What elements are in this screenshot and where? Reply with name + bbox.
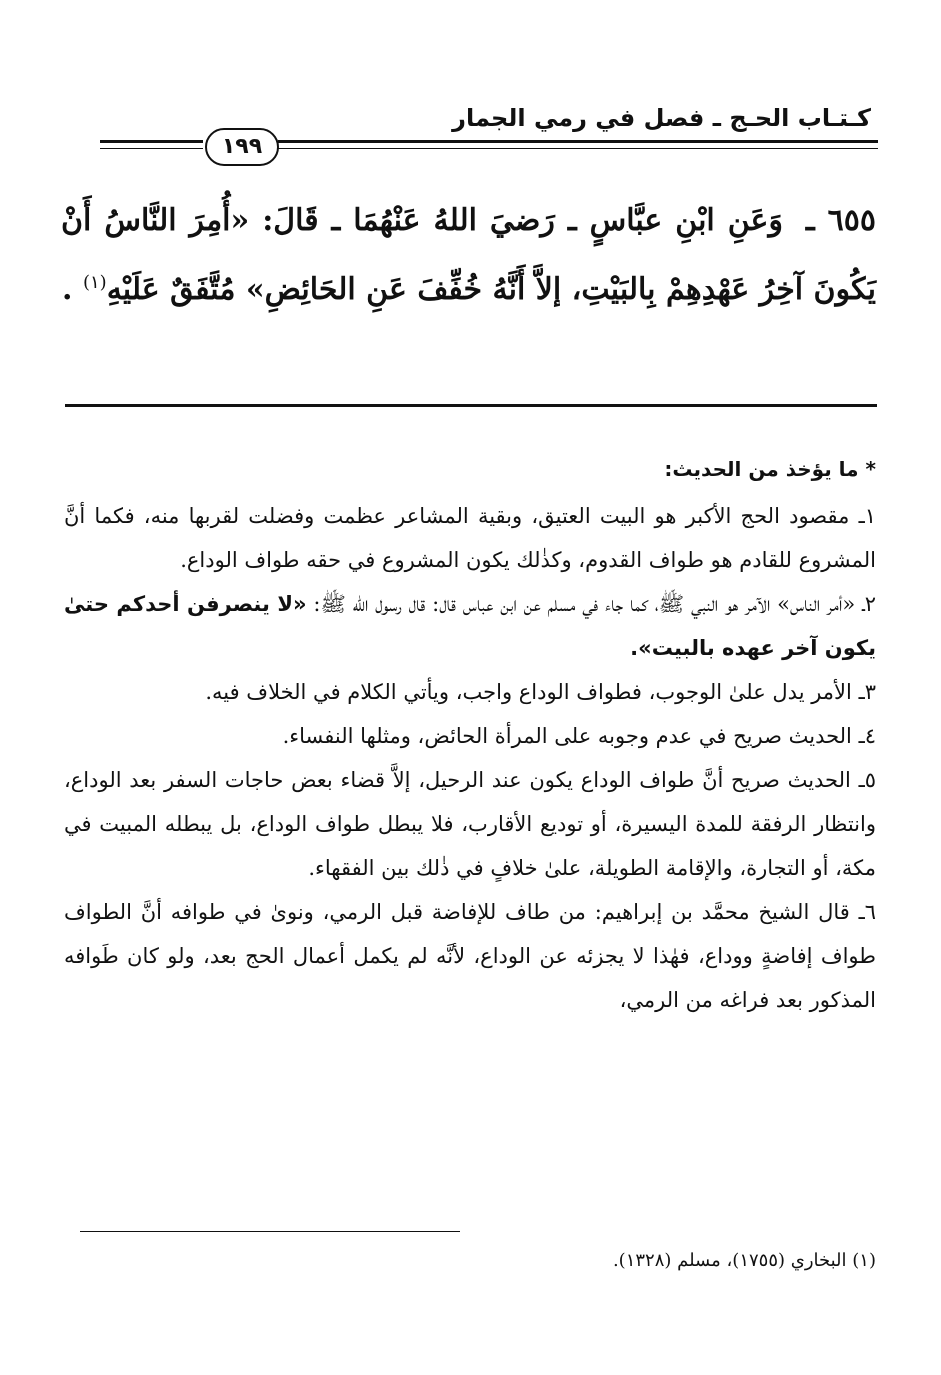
lesson-item	[64, 494, 876, 582]
footnote-divider	[80, 1231, 460, 1232]
lesson-item	[64, 714, 876, 758]
header-rule-right-bottom	[278, 148, 878, 149]
lesson-number: ٣ـ	[858, 680, 876, 704]
header-rule-left-top	[100, 140, 203, 143]
hadith-text	[61, 190, 876, 321]
hadith-end-mark: .	[62, 272, 73, 307]
lesson-item	[64, 758, 876, 890]
header-rule-left-bottom	[100, 148, 203, 149]
footnote-marker: (١)	[852, 1250, 876, 1271]
running-header-title: كـتـاب الحـج ـ فصل في رمي الجمار	[452, 104, 871, 132]
hadith-body: وَعَنِ ابْنِ عبَّاسٍ ـ رَضيَ اللهُ عَنْهُمَا ـ قَالَ: «أُمِرَ النَّاسُ أَنْ يَكُونَ آخِرُ عَهْدِهِمْ بِالبَيْتِ، إلاَّ أَنَّهُ خُفِّفَ عَنِ الحَائِضِ» مُتَّفَقٌ عَلَيْهِ	[61, 203, 876, 307]
lesson-text: مقصود الحج الأكبر هو البيت العتيق، وبقية المشاعر عظمت وفضلت لقربها منه، فكما أنَّ المشروع للقادم هو طواف القدوم، وكذٰلك يكون المشروع في حقه طواف الوداع.	[64, 504, 876, 572]
lesson-item	[64, 582, 876, 670]
footnote-text: البخاري (١٧٥٥)، مسلم (١٣٢٨).	[612, 1250, 847, 1271]
footnote	[64, 1246, 876, 1276]
lessons-list	[64, 494, 876, 1022]
lesson-item	[64, 890, 876, 1022]
lesson-text: الأمر يدل علىٰ الوجوب، فطواف الوداع واجب، ويأتي الكلام في الخلاف فيه.	[205, 680, 852, 704]
lesson-number: ٢ـ	[862, 592, 876, 616]
lesson-quote: «لا ينصرفن أحدكم حتىٰ يكون آخر عهده بالبيت».	[64, 592, 876, 660]
lesson-text: الحديث صريح في عدم وجوبه على المرأة الحائض، ومثلها النفساء.	[282, 724, 852, 748]
footnote-reference: (١)	[82, 272, 107, 293]
hadith-number: ٦٥٥ ـ	[805, 203, 876, 238]
lesson-item	[64, 670, 876, 714]
section-divider	[65, 404, 877, 407]
lesson-text: الحديث صريح أنَّ طواف الوداع يكون عند الرحيل، إلاَّ قضاء بعض حاجات السفر بعد الوداع، وانتظار الرفقة للمدة اليسيرة، أو توديع الأقارب، فلا يبطل طواف الوداع، بل يبطله المبيت في مكة، أو التجارة، والإقامة الطويلة، علىٰ خلافٍ في ذٰلك بين الفقهاء.	[64, 768, 876, 880]
lesson-text: قال الشيخ محمَّد بن إبراهيم: من طاف للإفاضة قبل الرمي، ونوىٰ في طوافه أنَّ الطواف طواف إفاضةٍ ووداع، فهٰذا لا يجزئه عن الوداع، لأنَّه لم يكمل أعمال الحج بعد، ولو كان طَوافه المذكور بعد فراغه من الرمي،	[64, 900, 876, 1012]
page-number: ١٩٩	[205, 128, 279, 166]
lesson-number: ١ـ	[858, 504, 876, 528]
header-rule-right-top	[278, 140, 878, 143]
lesson-number: ٤ـ	[858, 724, 876, 748]
lesson-number: ٥ـ	[858, 768, 876, 792]
lesson-number: ٦ـ	[858, 900, 876, 924]
lesson-text: «أمر الناس» الآمر هو النبي ﷺ، كما جاء في مسلم عن ابن عباس قال: قال رسول الله ﷺ:	[306, 592, 856, 616]
lessons-heading: * ما يؤخذ من الحديث:	[664, 457, 876, 481]
